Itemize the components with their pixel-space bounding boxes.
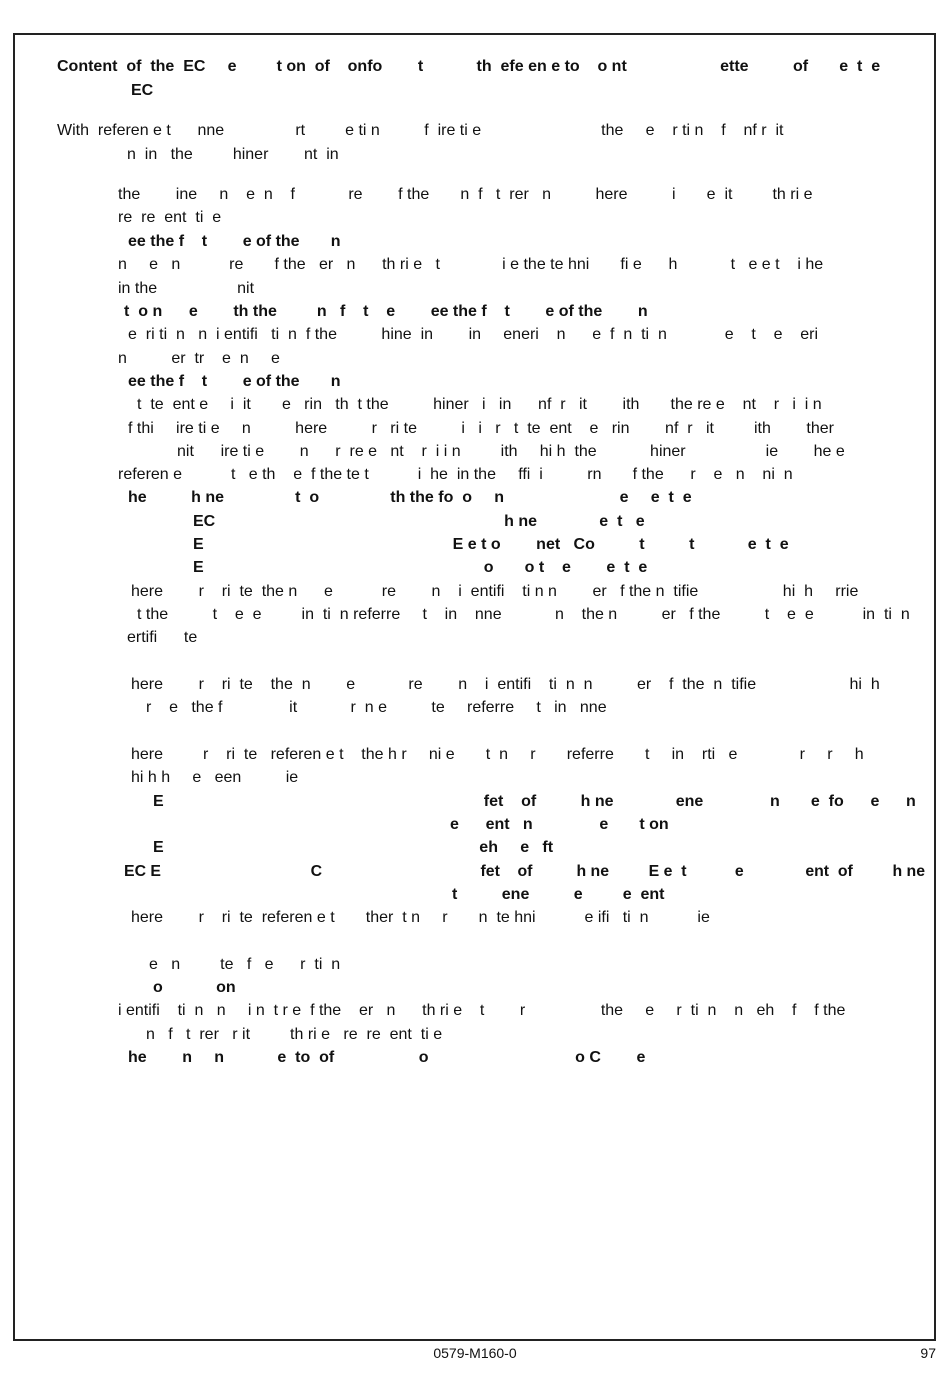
text-line: e ri ti n n i entifi ti n f the hine in in eneri n e f n ti n e t e eri <box>128 326 819 343</box>
footer-page-number: 97 <box>920 1345 936 1361</box>
text-line: here r ri te referen e t the h r ni e t n r referre t in rti e r r h <box>131 746 864 763</box>
table-row-line: EC E C fet of h ne E e t e ent of h ne <box>124 863 926 880</box>
text-line: e n te f e r ti n <box>149 956 341 973</box>
text-line: n er tr e n e <box>118 350 280 367</box>
text-line: n in the hiner nt in <box>127 146 339 163</box>
text-line: r e the f it r n e te referre t in nne <box>146 699 607 716</box>
text-line: referen e t e th e f the te t i he in the ffi i rn f the r e n ni n <box>118 466 793 483</box>
text-line: With referen e t nne rt e ti n f ire ti e the e r ti n f nf r it <box>57 122 784 139</box>
heading-line: ee the f t e of the n <box>128 373 341 390</box>
text-line: in the nit <box>118 280 255 297</box>
text-line: here r ri te the n e re n i entifi ti n n er f the n tifie hi h rrie <box>131 583 859 600</box>
text-line: t te ent e i it e rin th t the hiner i in nf r it ith the re e nt r i i n <box>137 396 822 413</box>
heading-line: EC <box>131 82 154 99</box>
text-line: f thi ire ti e n here r ri te i i r t te ent e rin nf r it ith ther <box>128 420 834 437</box>
table-row-line: E eh e ft <box>153 839 554 856</box>
heading-line: Content of the EC e t on of onfo t th efe en e to o nt ette of e t e <box>57 58 881 75</box>
heading-line: he h ne t o th the fo o n e e t e <box>128 489 692 506</box>
table-row-line: E o o t e e t e <box>193 559 648 576</box>
text-line: i entifi ti n n i n t r e f the er n th ri e t r the e r ti n n eh f f the <box>118 1002 846 1019</box>
text-line: the ine n e n f re f the n f t rer n here i e it th ri e <box>118 186 813 203</box>
table-row-line: E fet of h ne ene n e fo e n <box>153 793 916 810</box>
table-row-line: e ent n e t on <box>450 816 669 833</box>
text-line: t the t e e in ti n referre t in nne n the n er f the t e e in ti n <box>137 606 910 623</box>
table-row-line: t ene e e ent <box>452 886 665 903</box>
heading-line: o on <box>153 979 236 996</box>
table-row-line: E E e t o net Co t t e t e <box>193 536 789 553</box>
text-line: n f t rer r it th ri e re re ent ti e <box>146 1026 443 1043</box>
text-line: re re ent ti e <box>118 209 222 226</box>
text-line: nit ire ti e n r re e nt r i i n ith hi h the hiner ie he e <box>177 443 845 460</box>
text-line: ertifi te <box>127 629 198 646</box>
text-line: here r ri te referen e t ther t n r n te hni e ifi ti n ie <box>131 909 710 926</box>
table-row-line: EC h ne e t e <box>193 513 645 530</box>
text-line: hi h h e een ie <box>131 769 299 786</box>
heading-line: t o n e th the n f t e ee the f t e of the n <box>124 303 648 320</box>
footer-document-code: 0579-M160-0 <box>433 1345 517 1361</box>
text-line: here r ri te the n e re n i entifi ti n n er f the n tifie hi h <box>131 676 880 693</box>
heading-line: ee the f t e of the n <box>128 233 341 250</box>
heading-line: he n n e to of o o C e <box>128 1049 646 1066</box>
text-line: n e n re f the er n th ri e t i e the te hni fi e h t e e t i he <box>118 256 824 273</box>
